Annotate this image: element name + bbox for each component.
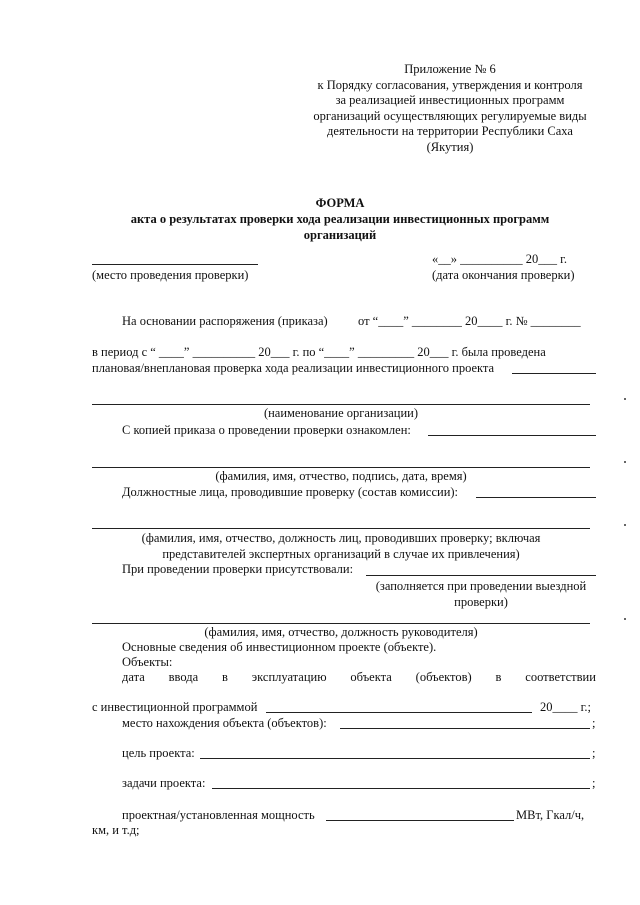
- word: эксплуатацию: [251, 670, 327, 684]
- scan-mark: [624, 398, 626, 400]
- tasks-semicolon: ;: [592, 776, 596, 790]
- capacity-line[interactable]: [326, 820, 514, 821]
- head-line[interactable]: [92, 623, 590, 624]
- word: (объектов): [415, 670, 472, 684]
- scan-mark: [624, 524, 626, 526]
- location-semicolon: ;: [592, 716, 596, 730]
- basic-info-text: Основные сведения об инвестиционном проекте (объекте).: [122, 640, 437, 654]
- acquainted-line[interactable]: [428, 435, 596, 436]
- program-line[interactable]: [266, 712, 532, 713]
- present-note-line2: проверки): [454, 595, 508, 609]
- officials-line[interactable]: [476, 497, 596, 498]
- period-line2: плановая/внеплановая проверка хода реализации инвестиционного проекта: [92, 361, 495, 375]
- tasks-text: задачи проекта:: [122, 776, 206, 790]
- acquainted-caption: (фамилия, имя, отчество, подпись, дата, время): [215, 469, 467, 483]
- project-line[interactable]: [512, 373, 596, 374]
- appendix-line: организаций осуществляющих регулируемые виды: [313, 108, 587, 123]
- goal-semicolon: ;: [592, 746, 596, 760]
- present-note: [366, 578, 596, 610]
- capacity-units: МВт, Гкал/ч,: [516, 808, 585, 822]
- appendix-title: Приложение № 6: [404, 62, 496, 76]
- commission-caption-line2: представителей экспертных организаций в случае их привлечения): [162, 547, 520, 561]
- present-note-line1: (заполняется при проведении выездной: [375, 579, 587, 593]
- word: в: [495, 670, 502, 684]
- head-caption: (фамилия, имя, отчество, должность руководителя): [204, 625, 478, 639]
- scan-mark: [624, 461, 626, 463]
- present-text: При проведении проверки присутствовали:: [122, 562, 354, 576]
- organization-caption: (наименование организации): [263, 406, 419, 420]
- objects-label: Объекты:: [122, 655, 173, 669]
- appendix-block: [300, 62, 600, 155]
- goal-line[interactable]: [200, 758, 590, 759]
- appendix-line: за реализацией инвестиционных программ: [335, 93, 565, 107]
- basis-text: На основании распоряжения (приказа): [122, 314, 328, 328]
- organization-line[interactable]: [92, 404, 590, 405]
- present-line[interactable]: [366, 575, 596, 576]
- word: соответствии: [525, 670, 596, 684]
- appendix-line: к Порядку согласования, утверждения и контроля: [317, 77, 583, 92]
- word: дата: [122, 670, 145, 684]
- form-title-line1: ФОРМА: [315, 196, 365, 210]
- capacity-text: проектная/установленная мощность: [122, 808, 315, 822]
- end-date-caption: (дата окончания проверки): [432, 268, 575, 282]
- capacity-units-cont: км, и т.д;: [92, 823, 140, 837]
- location-line[interactable]: [340, 728, 590, 729]
- commission-caption-line1: (фамилия, имя, отчество, должность лиц, проводивших проверку; включая: [141, 531, 541, 545]
- scan-mark: [624, 618, 626, 620]
- form-title: [0, 195, 640, 243]
- copy-order-text: С копией приказа о проведении проверки ознакомлен:: [122, 423, 411, 437]
- location-text: место нахождения объекта (объектов):: [122, 716, 327, 730]
- program-year[interactable]: 20____ г.;: [540, 700, 591, 714]
- word: в: [222, 670, 228, 684]
- form-title-line3: организаций: [303, 228, 377, 242]
- commission-line[interactable]: [92, 528, 590, 529]
- goal-text: цель проекта:: [122, 746, 195, 760]
- word: ввода: [168, 670, 199, 684]
- form-title-line2: акта о результатах проверки хода реализации инвестиционных программ: [130, 212, 550, 226]
- tasks-line[interactable]: [212, 788, 590, 789]
- officials-text: Должностные лица, проводившие проверку (состав комиссии):: [122, 485, 459, 499]
- acquainted-person-line[interactable]: [92, 467, 590, 468]
- period-line1: в период с “ ____” __________ 20___ г. по “____” _________ 20___ г. была проведена: [92, 345, 546, 359]
- appendix-line: деятельности на территории Республики Саха: [327, 124, 573, 138]
- appendix-line: (Якутия): [426, 139, 474, 154]
- place-caption: (место проведения проверки): [92, 268, 249, 282]
- commission-caption: [92, 530, 590, 562]
- order-date-number-field[interactable]: от “____” ________ 20____ г. № ________: [358, 314, 581, 328]
- place-line[interactable]: [92, 264, 258, 265]
- program-text: с инвестиционной программой: [92, 700, 258, 714]
- commission-date-line: [122, 670, 596, 685]
- end-date-field[interactable]: «__» __________ 20___ г.: [432, 252, 567, 266]
- word: объекта: [350, 670, 392, 684]
